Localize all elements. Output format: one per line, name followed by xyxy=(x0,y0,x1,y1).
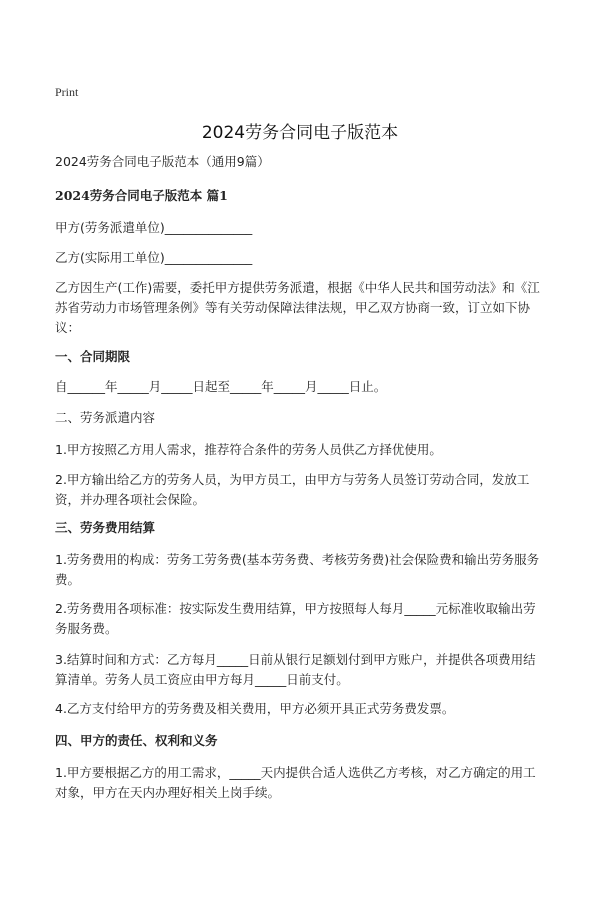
section-2-item-2: 2.甲方输出给乙方的劳务人员，为甲方员工，由甲方与劳务人员签订劳动合同，发放工资，并办理各项社会保险。 xyxy=(55,472,530,507)
section-2-heading: 二、劳务派遣内容 xyxy=(55,410,156,425)
part-heading: 2024劳务合同电子版范本 篇1 xyxy=(55,188,228,203)
doc-subtitle: 2024劳务合同电子版范本（通用9篇） xyxy=(55,154,270,169)
section-1-heading: 一、合同期限 xyxy=(55,349,131,364)
section-4-item-1: 1.甲方要根据乙方的用工需求，_____天内提供合适人选供乙方考核，对乙方确定的用工对象，甲方在天内办理好相关上岗手续。 xyxy=(55,765,536,800)
party-a-line: 甲方(劳务派遣单位)______________ xyxy=(55,220,253,235)
section-3-heading: 三、劳务费用结算 xyxy=(55,520,156,535)
party-b-line: 乙方(实际用工单位)______________ xyxy=(55,250,253,265)
section-3-item-1: 1.劳务费用的构成：劳务工劳务费(基本劳务费、考核劳务费)社会保险费和输出劳务服务费。 xyxy=(55,552,540,587)
intro-paragraph: 乙方因生产(工作)需要，委托甲方提供劳务派遣，根据《中华人民共和国劳动法》和《江苏省劳动力市场管理条例》等有关劳动保障法律法规，甲乙双方协商一致，订立如下协议： xyxy=(55,280,540,335)
section-3-item-2: 2.劳务费用各项标准：按实际发生费用结算，甲方按照每人每月_____元标准收取输出劳务服务费。 xyxy=(55,601,536,636)
section-3-item-4: 4.乙方支付给甲方的劳务费及相关费用，甲方必须开具正式劳务费发票。 xyxy=(55,701,455,716)
print-label: Print xyxy=(55,85,79,99)
section-2-item-1: 1.甲方按照乙方用人需求，推荐符合条件的劳务人员供乙方择优使用。 xyxy=(55,442,442,457)
section-3-item-3: 3.结算时间和方式：乙方每月_____日前从银行足额划付到甲方账户，并提供各项费用结算清单。劳务人员工资应由甲方每月_____日前支付。 xyxy=(55,652,536,687)
section-4-heading: 四、甲方的责任、权利和义务 xyxy=(55,733,218,748)
page-title: 2024劳务合同电子版范本 xyxy=(201,123,399,143)
section-1-paragraph: 自______年_____月_____日起至_____年_____月_____日止。 xyxy=(55,379,387,394)
